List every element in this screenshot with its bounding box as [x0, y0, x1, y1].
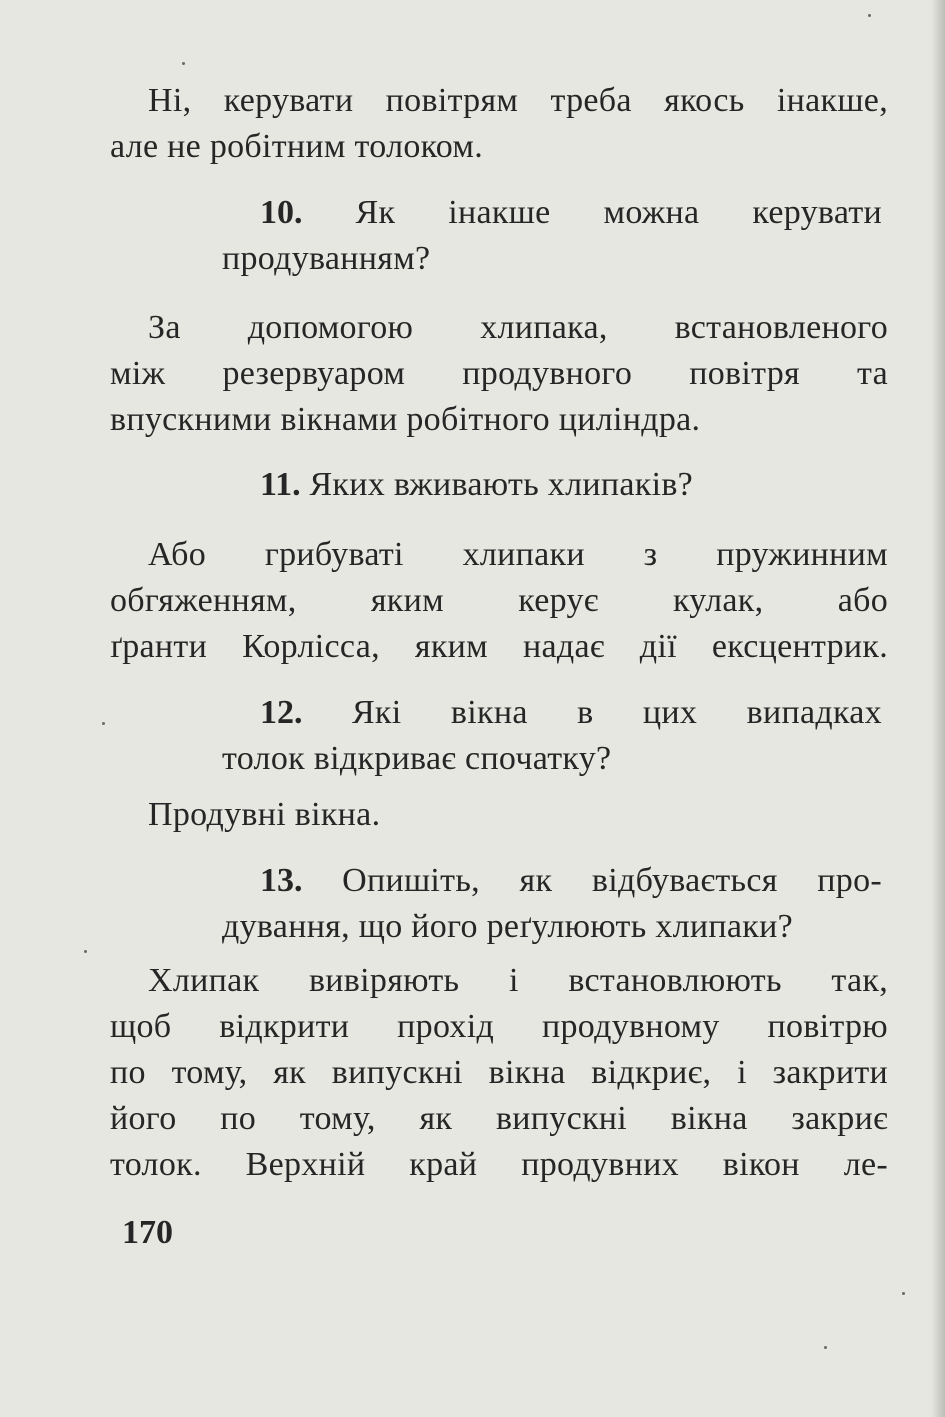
- scan-speck: [868, 14, 871, 17]
- question-line: 13. Опишіть, як відбувається про-: [260, 862, 882, 899]
- answer-10: [110, 305, 888, 443]
- text-line: щоб відкрити прохід продувному повітрю: [110, 1008, 888, 1045]
- text-line: але не робітним толоком.: [110, 128, 484, 165]
- text-line: по тому, як випускні вікна відкриє, і закрити: [110, 1054, 888, 1091]
- intro-paragraph: [110, 78, 888, 170]
- answer-12: [110, 792, 888, 838]
- question-10: [222, 190, 882, 282]
- text-line: За допомогою хлипака, встановленого: [148, 309, 888, 346]
- question-number: 12.: [260, 694, 303, 731]
- text-line: толок. Верхній край продувних вікон ле-: [110, 1146, 888, 1183]
- text-line: ґранти Корлісса, яким надає дії ексцентрик.: [110, 628, 888, 665]
- question-number: 10.: [260, 194, 303, 231]
- text-line: Або грибуваті хлипаки з пружинним: [148, 536, 888, 573]
- text-line: обгяженням, яким керує кулак, або: [110, 582, 888, 619]
- answer-13: [110, 958, 888, 1188]
- question-line: дування, що його реґулюють хлипаки?: [222, 908, 793, 945]
- question-number: 13.: [260, 862, 303, 899]
- text-line: Ні, керувати повітрям треба якось інакше,: [148, 82, 888, 119]
- text-line: його по тому, як випускні вікна закриє: [110, 1100, 888, 1137]
- question-number: 11.: [260, 466, 301, 503]
- scan-speck: [102, 722, 105, 725]
- text-line: Хлипак вивіряють і встановлюють так,: [148, 962, 888, 999]
- scan-speck: [182, 62, 185, 65]
- scan-speck: [84, 950, 87, 953]
- text-line: між резервуаром продувного повітря та: [110, 355, 888, 392]
- question-11: [222, 462, 882, 508]
- question-line: 12. Які вікна в цих випадках: [260, 694, 882, 731]
- question-line: толок відкриває спочатку?: [222, 740, 612, 777]
- scan-speck: [902, 1292, 905, 1295]
- question-12: [222, 690, 882, 782]
- question-line: 10. Як інакше можна керувати: [260, 194, 882, 231]
- question-13: [222, 858, 882, 950]
- page-number: 170: [122, 1214, 173, 1251]
- scan-speck: [824, 1346, 827, 1349]
- text-line: впускними вікнами робітного циліндра.: [110, 401, 701, 438]
- text-line: Продувні вікна.: [148, 796, 381, 833]
- question-line: продуванням?: [222, 240, 431, 277]
- question-line: 11. Яких вживають хлипаків?: [260, 466, 694, 503]
- answer-11: [110, 532, 888, 670]
